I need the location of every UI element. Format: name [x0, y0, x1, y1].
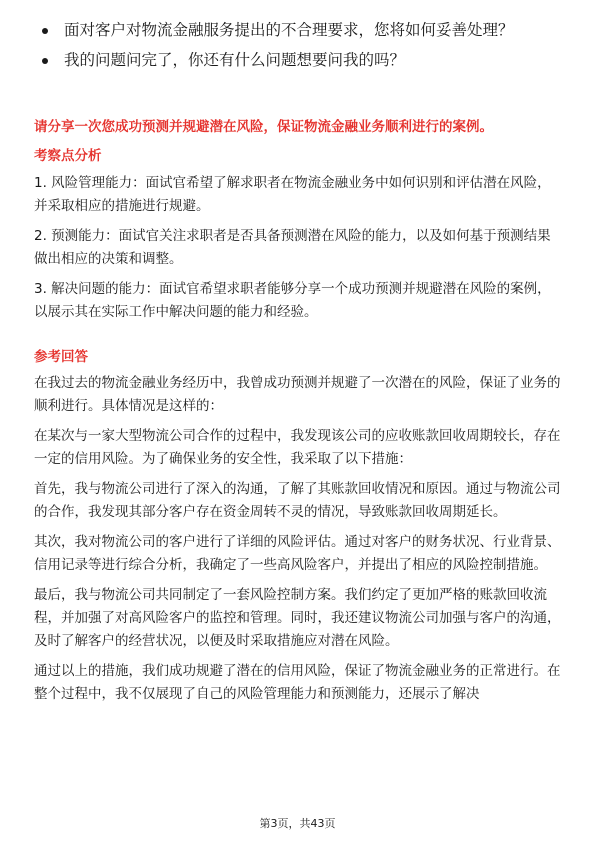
analysis-item: 2. 预测能力：面试官关注求职者是否具备预测潜在风险的能力，以及如何基于预测结果做出相应的决策和调整。 [34, 228, 551, 267]
page-number: 第3页，共43页 [259, 817, 336, 830]
bullet-text: 我的问题问完了，你还有什么问题想要问我的吗？ [64, 51, 406, 69]
analysis-item: 3. 解决问题的能力：面试官希望求职者能够分享一个成功预测并规避潜在风险的案例，以展示其在实际工作中解决问题的能力和经验。 [34, 281, 551, 320]
answer-heading: 参考回答 [34, 349, 88, 365]
interview-question: 请分享一次您成功预测并规避潜在风险，保证物流金融业务顺利进行的案例。 [34, 119, 493, 135]
analysis-heading: 考察点分析 [34, 148, 102, 164]
answer-paragraph: 最后，我与物流公司共同制定了一套风险控制方案。我们约定了更加严格的账款回收流程，并加强了对高风险客户的监控和管理。同时，我还建议物流公司加强与客户的沟通，及时了解客户的经营状况，以便及时采取措施应对潜在风险。 [34, 587, 561, 649]
analysis-item: 1. 风险管理能力：面试官希望了解求职者在物流金融业务中如何识别和评估潜在风险，并采取相应的措施进行规避。 [34, 175, 551, 214]
question-bullet-list [42, 18, 562, 78]
bullet-item [42, 48, 562, 72]
answer-paragraph: 其次，我对物流公司的客户进行了详细的风险评估。通过对客户的财务状况、行业背景、信用记录等进行综合分析，我确定了一些高风险客户，并提出了相应的风险控制措施。 [34, 534, 561, 573]
bullet-dot-icon [42, 58, 48, 64]
answer-paragraph: 在某次与一家大型物流公司合作的过程中，我发现该公司的应收账款回收周期较长，存在一定的信用风险。为了确保业务的安全性，我采取了以下措施： [34, 428, 561, 467]
bullet-item [42, 18, 562, 42]
answer-section [34, 372, 564, 713]
answer-paragraph: 通过以上的措施，我们成功规避了潜在的信用风险，保证了物流金融业务的正常进行。在整个过程中，我不仅展现了自己的风险管理能力和预测能力，还展示了解决 [34, 663, 561, 702]
answer-paragraph: 在我过去的物流金融业务经历中，我曾成功预测并规避了一次潜在的风险，保证了业务的顺利进行。具体情况是这样的： [34, 375, 561, 414]
bullet-text: 面对客户对物流金融服务提出的不合理要求，您将如何妥善处理？ [64, 21, 514, 39]
analysis-section [34, 172, 564, 331]
bullet-dot-icon [42, 28, 48, 34]
answer-paragraph: 首先，我与物流公司进行了深入的沟通，了解了其账款回收情况和原因。通过与物流公司的合作，我发现其部分客户存在资金周转不灵的情况，导致账款回收周期延长。 [34, 481, 561, 520]
